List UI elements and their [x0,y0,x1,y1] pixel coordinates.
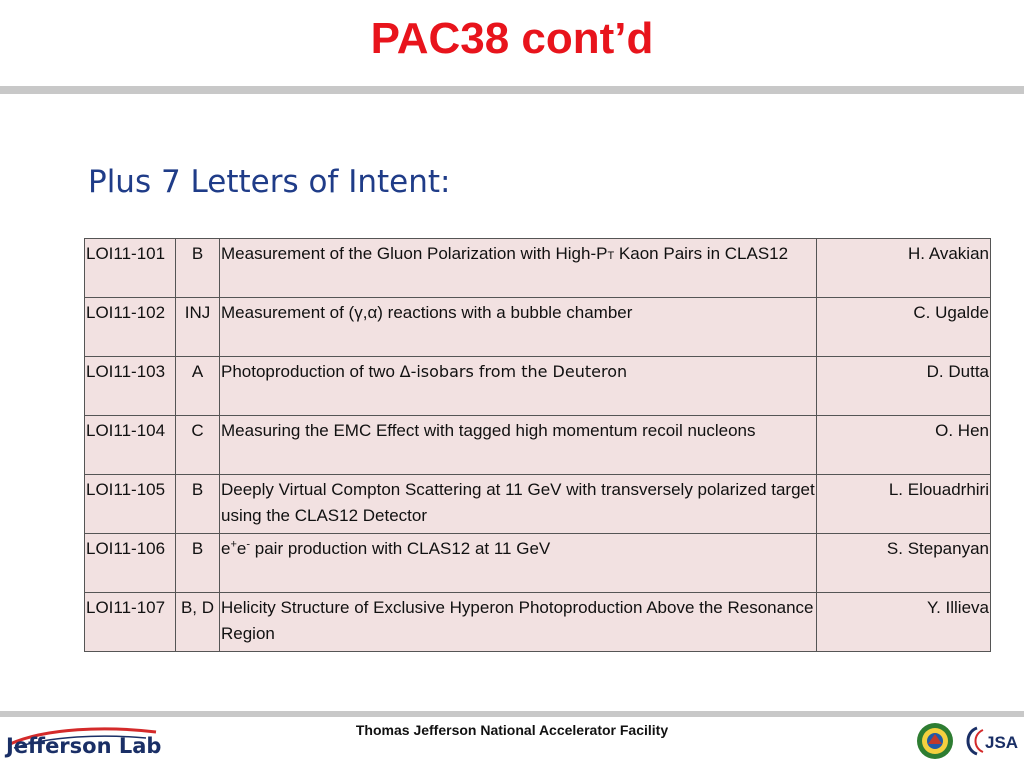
loi-title: Measurement of (γ,α) reactions with a bubble chamber [220,298,817,357]
loi-author: S. Stepanyan [817,534,991,593]
footer-divider [0,711,1024,717]
loi-table [84,238,991,652]
doe-seal-icon [916,722,954,760]
loi-title [220,357,817,416]
loi-id: LOI11-106 [85,534,176,593]
loi-title-superscript: + [230,538,237,551]
table-row [85,298,991,357]
table-row [85,357,991,416]
loi-category: C [176,416,220,475]
loi-title [220,239,817,298]
jsa-logo-text: JSA [985,733,1019,752]
loi-title: Deeply Virtual Compton Scattering at 11 GeV with transversely polarized target using the CLAS12 Detector [220,475,817,534]
loi-id: LOI11-102 [85,298,176,357]
slide-subtitle: Plus 7 Letters of Intent: [88,164,451,200]
loi-category: B [176,534,220,593]
loi-title: Helicity Structure of Exclusive Hyperon Photoproduction Above the Resonance Region [220,593,817,652]
loi-category: B [176,239,220,298]
loi-title-part: Δ-isobars from the Deuteron [399,362,628,381]
loi-id: LOI11-101 [85,239,176,298]
loi-title-part: Kaon Pairs in CLAS12 [614,244,789,263]
loi-id: LOI11-105 [85,475,176,534]
table-row [85,475,991,534]
loi-id: LOI11-107 [85,593,176,652]
loi-id: LOI11-103 [85,357,176,416]
table-row [85,534,991,593]
loi-title-subscript: T [607,250,615,262]
loi-category: INJ [176,298,220,357]
loi-category: B [176,475,220,534]
jefferson-lab-logo-text: Jefferson Lab [6,734,162,758]
loi-title-superscript: - [246,538,251,551]
loi-title-part: pair production with CLAS12 at 11 GeV [250,539,551,558]
loi-author: D. Dutta [817,357,991,416]
loi-author: L. Elouadrhiri [817,475,991,534]
loi-author: C. Ugalde [817,298,991,357]
loi-category: A [176,357,220,416]
loi-category: B, D [176,593,220,652]
loi-title [220,534,817,593]
jsa-logo-icon [963,722,1019,760]
table-row [85,239,991,298]
loi-title-part: e [221,539,231,558]
slide-title: PAC38 cont’d [370,14,654,63]
loi-title: Measuring the EMC Effect with tagged high momentum recoil nucleons [220,416,817,475]
loi-title-part: e [236,539,247,558]
table-row [85,593,991,652]
title-divider [0,86,1024,94]
loi-author: O. Hen [817,416,991,475]
table-row [85,416,991,475]
loi-author: H. Avakian [817,239,991,298]
loi-title-part: Measurement of the Gluon Polarization with High-P [221,244,608,263]
loi-id: LOI11-104 [85,416,176,475]
facility-name: Thomas Jefferson National Accelerator Facility [355,722,669,738]
loi-title-part: Photoproduction of two [221,362,400,381]
loi-author: Y. Illieva [817,593,991,652]
